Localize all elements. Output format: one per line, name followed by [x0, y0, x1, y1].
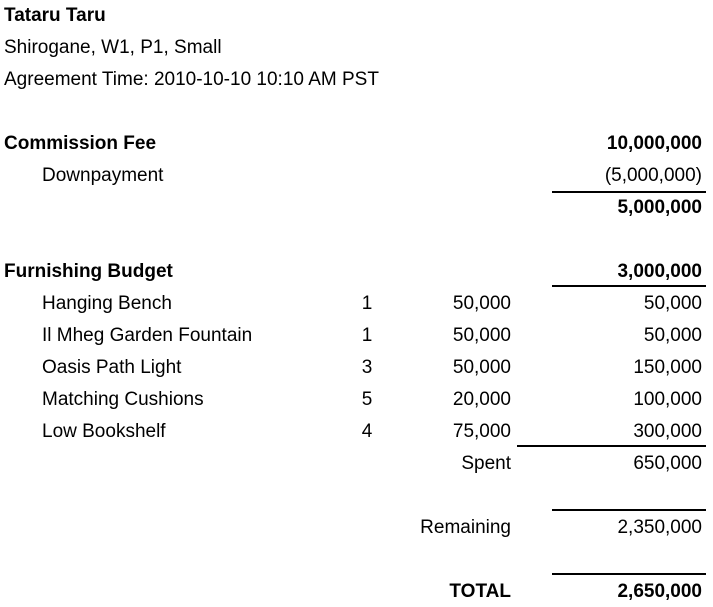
remaining-amount: 2,350,000	[617, 517, 702, 538]
item-qty: 5	[361, 389, 373, 410]
agreement-time: Agreement Time: 2010-10-10 10:10 AM PST	[4, 69, 379, 90]
item-name: Hanging Bench	[42, 293, 172, 314]
downpayment-amount: (5,000,000)	[604, 165, 702, 186]
downpayment-label: Downpayment	[42, 165, 164, 186]
spent-label: Spent	[461, 453, 511, 474]
item-name: Oasis Path Light	[42, 357, 182, 378]
item-total: 300,000	[633, 421, 702, 442]
item-qty: 3	[361, 357, 373, 378]
item-qty: 1	[361, 293, 373, 314]
spent-amount: 650,000	[633, 453, 702, 474]
spent-rule	[517, 445, 706, 447]
item-unit-price: 75,000	[452, 421, 511, 442]
item-total: 150,000	[633, 357, 702, 378]
total-label: TOTAL	[449, 581, 511, 602]
item-name: Matching Cushions	[42, 389, 204, 410]
remaining-label: Remaining	[420, 517, 511, 538]
total-rule	[552, 573, 706, 575]
furnishing-budget-amount: 3,000,000	[617, 261, 702, 282]
location: Shirogane, W1, P1, Small	[4, 37, 222, 58]
item-unit-price: 50,000	[452, 325, 511, 346]
commission-fee-label: Commission Fee	[4, 133, 157, 154]
item-qty: 4	[361, 421, 373, 442]
commission-net-amount: 5,000,000	[617, 197, 702, 218]
budget-rule	[552, 285, 706, 287]
item-name: Low Bookshelf	[42, 421, 166, 442]
item-total: 50,000	[643, 325, 702, 346]
item-qty: 1	[361, 325, 373, 346]
item-name: Il Mheg Garden Fountain	[42, 325, 253, 346]
item-total: 50,000	[643, 293, 702, 314]
item-unit-price: 50,000	[452, 357, 511, 378]
furnishing-budget-label: Furnishing Budget	[4, 261, 173, 282]
total-amount: 2,650,000	[617, 581, 702, 602]
item-unit-price: 20,000	[452, 389, 511, 410]
remaining-rule	[552, 509, 706, 511]
commission-subtotal-rule	[552, 191, 706, 193]
item-unit-price: 50,000	[452, 293, 511, 314]
item-total: 100,000	[633, 389, 702, 410]
commission-fee-amount: 10,000,000	[606, 133, 702, 154]
client-name: Tataru Taru	[4, 5, 106, 26]
